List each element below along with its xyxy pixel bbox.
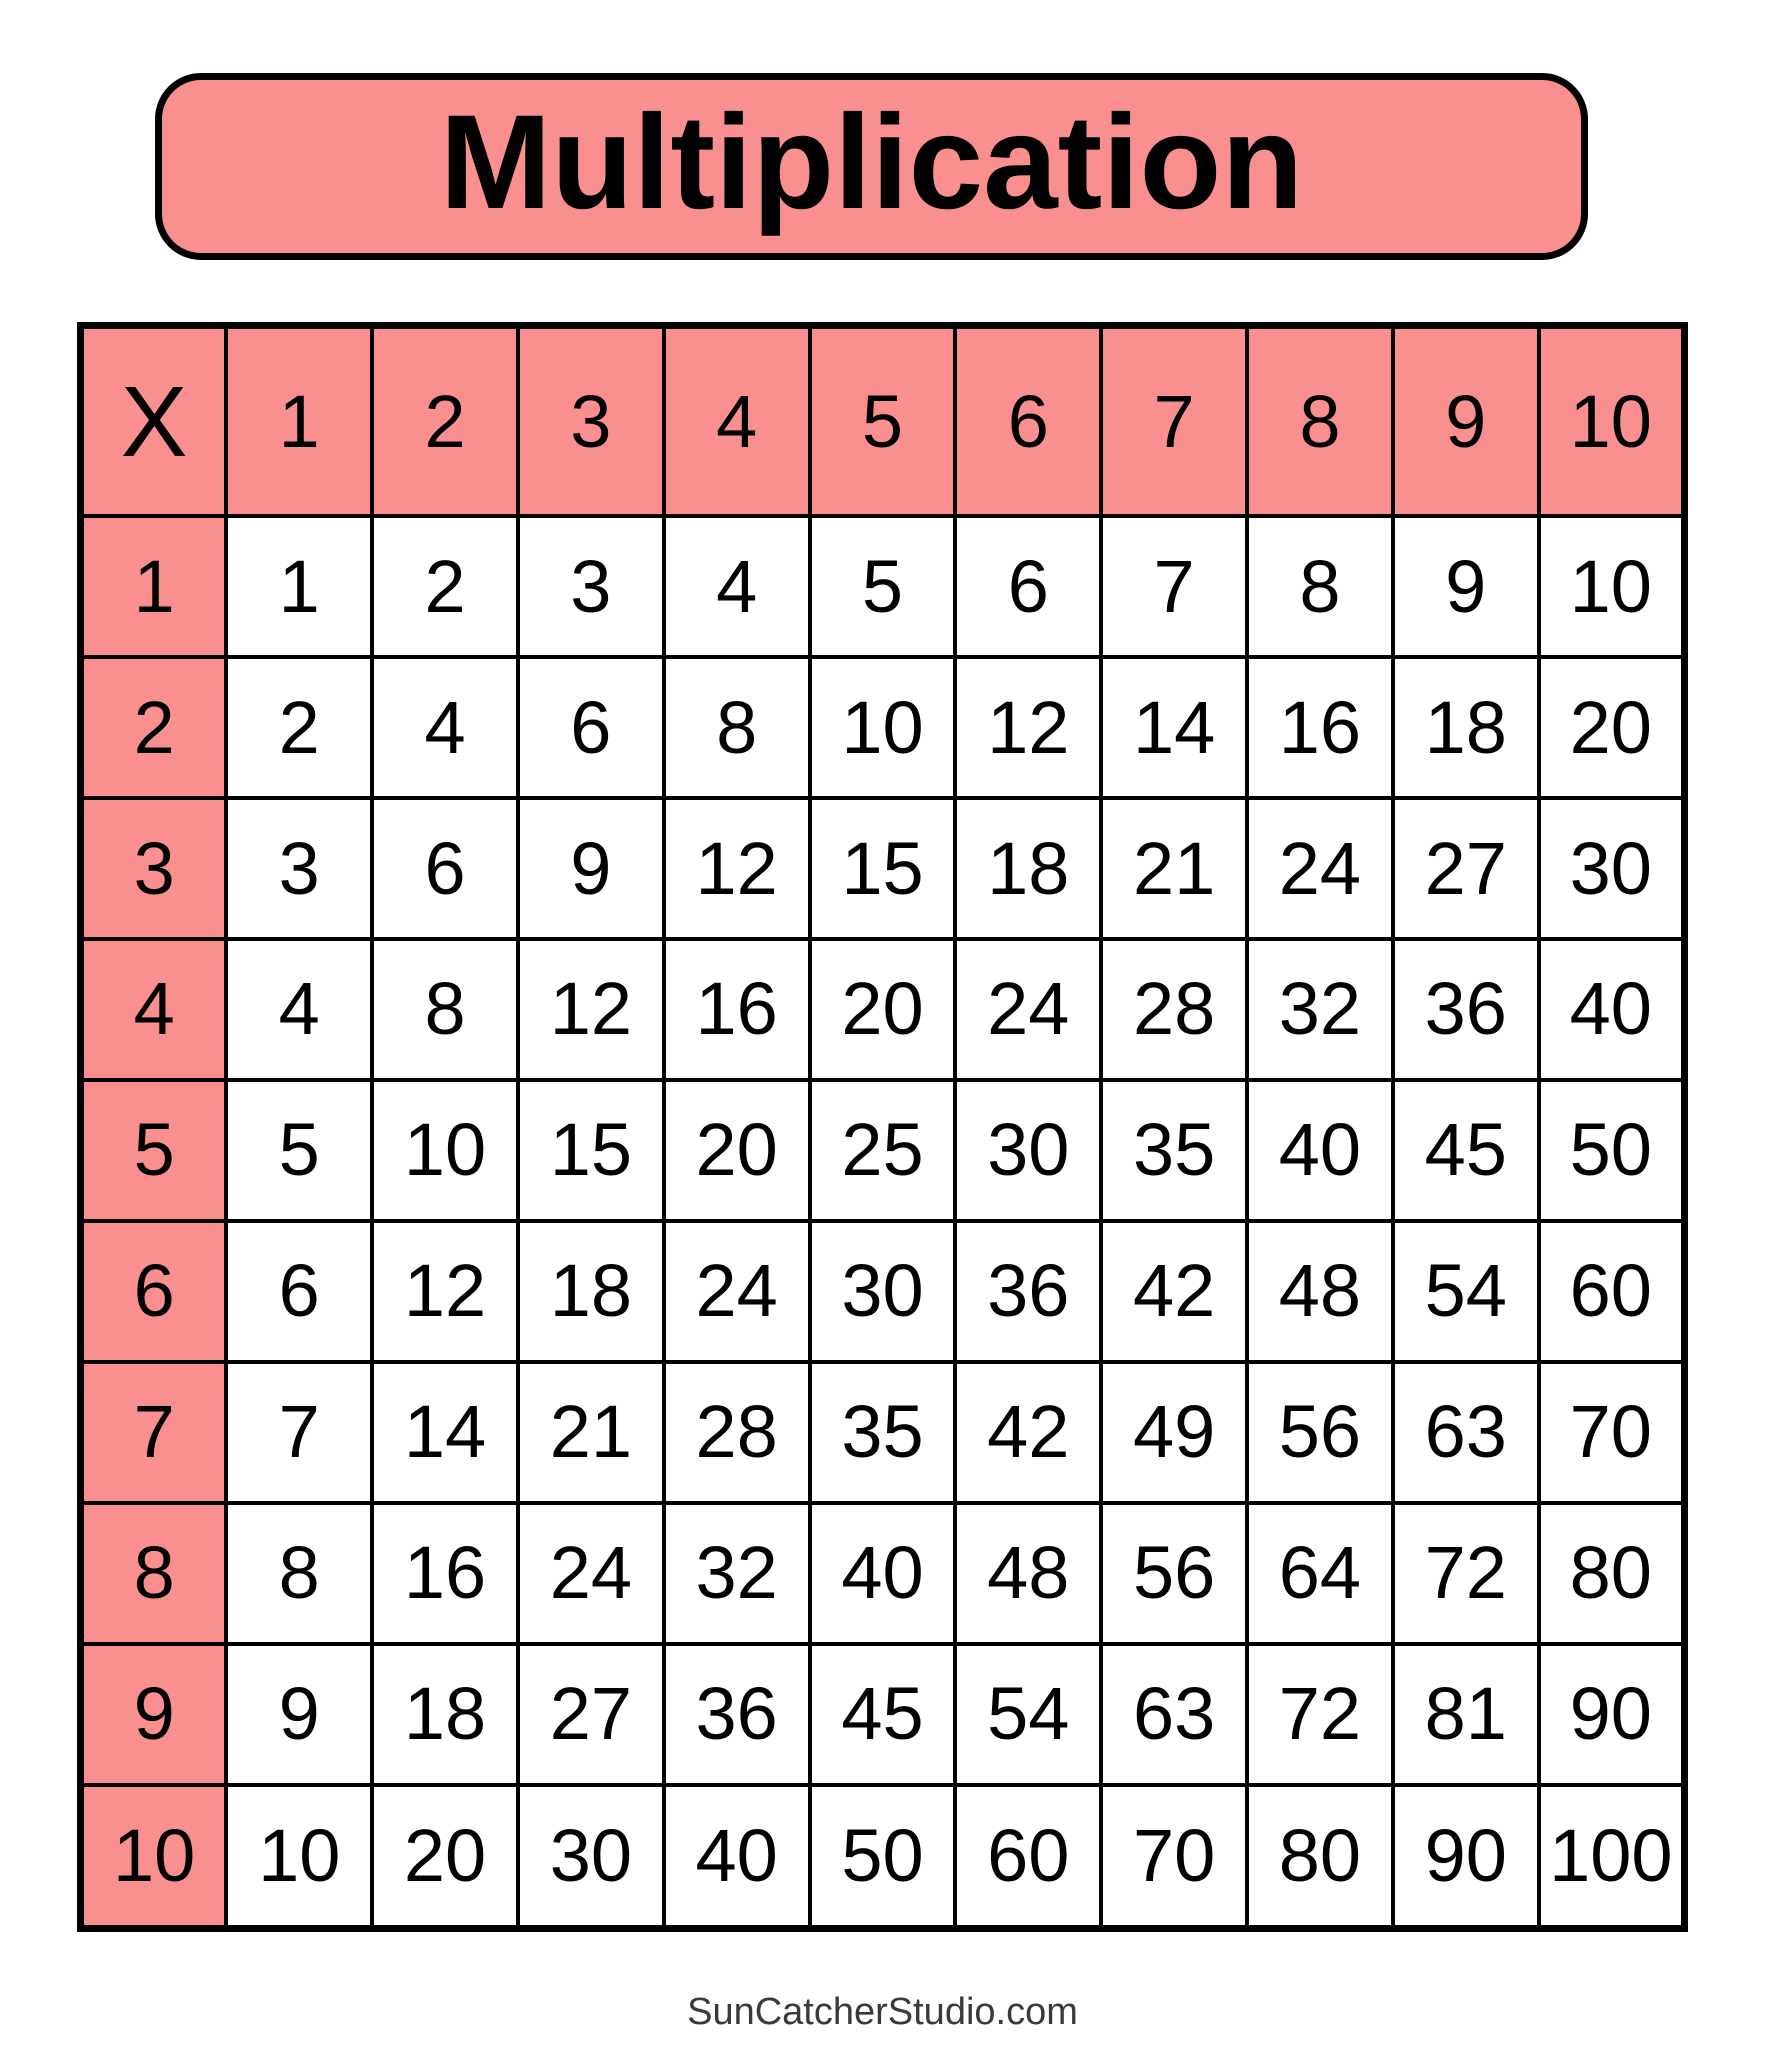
product-cell: 2 [372,516,518,657]
product-cell: 63 [1393,1362,1539,1503]
product-cell: 30 [810,1221,956,1362]
column-header-cell: 3 [518,326,664,517]
product-cell: 80 [1539,1503,1685,1644]
product-cell: 12 [955,657,1101,798]
page-title: Multiplication [439,87,1304,237]
product-cell: 36 [664,1644,810,1785]
product-cell: 72 [1393,1503,1539,1644]
product-cell: 81 [1393,1644,1539,1785]
table-row [81,1785,1685,1929]
product-cell: 24 [664,1221,810,1362]
column-header-cell: 8 [1247,326,1393,517]
multiplication-table-body [81,326,1685,1929]
product-cell: 5 [226,1080,372,1221]
row-header-cell: 3 [81,798,227,939]
product-cell: 16 [664,939,810,1080]
product-cell: 72 [1247,1644,1393,1785]
table-row [81,1080,1685,1221]
product-cell: 21 [1101,798,1247,939]
product-cell: 8 [226,1503,372,1644]
product-cell: 3 [226,798,372,939]
column-header-cell: 10 [1539,326,1685,517]
product-cell: 9 [518,798,664,939]
product-cell: 40 [1539,939,1685,1080]
product-cell: 36 [1393,939,1539,1080]
product-cell: 16 [372,1503,518,1644]
product-cell: 9 [226,1644,372,1785]
product-cell: 8 [1247,516,1393,657]
corner-cell: X [81,326,227,517]
product-cell: 45 [1393,1080,1539,1221]
product-cell: 10 [1539,516,1685,657]
product-cell: 40 [664,1785,810,1929]
table-row [81,798,1685,939]
table-row [81,657,1685,798]
product-cell: 42 [955,1362,1101,1503]
row-header-cell: 2 [81,657,227,798]
product-cell: 6 [226,1221,372,1362]
table-row [81,1362,1685,1503]
product-cell: 10 [226,1785,372,1929]
product-cell: 90 [1393,1785,1539,1929]
product-cell: 60 [1539,1221,1685,1362]
product-cell: 6 [955,516,1101,657]
product-cell: 30 [1539,798,1685,939]
product-cell: 40 [810,1503,956,1644]
product-cell: 1 [226,516,372,657]
product-cell: 15 [518,1080,664,1221]
row-header-cell: 6 [81,1221,227,1362]
multiplication-table [77,322,1688,1932]
column-header-cell: 6 [955,326,1101,517]
product-cell: 12 [664,798,810,939]
product-cell: 36 [955,1221,1101,1362]
product-cell: 6 [372,798,518,939]
product-cell: 8 [664,657,810,798]
product-cell: 28 [1101,939,1247,1080]
product-cell: 14 [1101,657,1247,798]
product-cell: 6 [518,657,664,798]
table-row [81,516,1685,657]
product-cell: 12 [372,1221,518,1362]
row-header-cell: 7 [81,1362,227,1503]
product-cell: 7 [226,1362,372,1503]
product-cell: 18 [518,1221,664,1362]
column-header-cell: 1 [226,326,372,517]
product-cell: 48 [1247,1221,1393,1362]
product-cell: 48 [955,1503,1101,1644]
product-cell: 2 [226,657,372,798]
product-cell: 35 [810,1362,956,1503]
product-cell: 54 [1393,1221,1539,1362]
product-cell: 10 [372,1080,518,1221]
product-cell: 50 [810,1785,956,1929]
product-cell: 18 [372,1644,518,1785]
product-cell: 35 [1101,1080,1247,1221]
product-cell: 7 [1101,516,1247,657]
product-cell: 8 [372,939,518,1080]
product-cell: 4 [372,657,518,798]
header-row [81,326,1685,517]
product-cell: 27 [1393,798,1539,939]
product-cell: 4 [664,516,810,657]
product-cell: 56 [1247,1362,1393,1503]
column-header-cell: 2 [372,326,518,517]
product-cell: 15 [810,798,956,939]
table-row [81,1503,1685,1644]
product-cell: 24 [955,939,1101,1080]
product-cell: 100 [1539,1785,1685,1929]
product-cell: 70 [1101,1785,1247,1929]
product-cell: 4 [226,939,372,1080]
product-cell: 24 [1247,798,1393,939]
product-cell: 30 [518,1785,664,1929]
product-cell: 90 [1539,1644,1685,1785]
row-header-cell: 8 [81,1503,227,1644]
column-header-cell: 5 [810,326,956,517]
footer-credit: SunCatcherStudio.com [687,1991,1078,2033]
product-cell: 21 [518,1362,664,1503]
product-cell: 63 [1101,1644,1247,1785]
product-cell: 49 [1101,1362,1247,1503]
product-cell: 27 [518,1644,664,1785]
product-cell: 10 [810,657,956,798]
row-header-cell: 9 [81,1644,227,1785]
product-cell: 20 [664,1080,810,1221]
table-row [81,1221,1685,1362]
column-header-cell: 4 [664,326,810,517]
table-row [81,939,1685,1080]
product-cell: 24 [518,1503,664,1644]
title-banner [155,73,1588,260]
product-cell: 5 [810,516,956,657]
product-cell: 32 [664,1503,810,1644]
row-header-cell: 1 [81,516,227,657]
product-cell: 18 [1393,657,1539,798]
product-cell: 60 [955,1785,1101,1929]
product-cell: 64 [1247,1503,1393,1644]
product-cell: 14 [372,1362,518,1503]
product-cell: 20 [372,1785,518,1929]
product-cell: 16 [1247,657,1393,798]
product-cell: 9 [1393,516,1539,657]
product-cell: 40 [1247,1080,1393,1221]
product-cell: 20 [810,939,956,1080]
product-cell: 50 [1539,1080,1685,1221]
product-cell: 56 [1101,1503,1247,1644]
product-cell: 3 [518,516,664,657]
product-cell: 25 [810,1080,956,1221]
row-header-cell: 10 [81,1785,227,1929]
product-cell: 30 [955,1080,1101,1221]
column-header-cell: 7 [1101,326,1247,517]
product-cell: 12 [518,939,664,1080]
product-cell: 54 [955,1644,1101,1785]
product-cell: 32 [1247,939,1393,1080]
product-cell: 80 [1247,1785,1393,1929]
product-cell: 18 [955,798,1101,939]
row-header-cell: 4 [81,939,227,1080]
product-cell: 70 [1539,1362,1685,1503]
column-header-cell: 9 [1393,326,1539,517]
product-cell: 42 [1101,1221,1247,1362]
table-row [81,1644,1685,1785]
product-cell: 20 [1539,657,1685,798]
row-header-cell: 5 [81,1080,227,1221]
product-cell: 45 [810,1644,956,1785]
product-cell: 28 [664,1362,810,1503]
